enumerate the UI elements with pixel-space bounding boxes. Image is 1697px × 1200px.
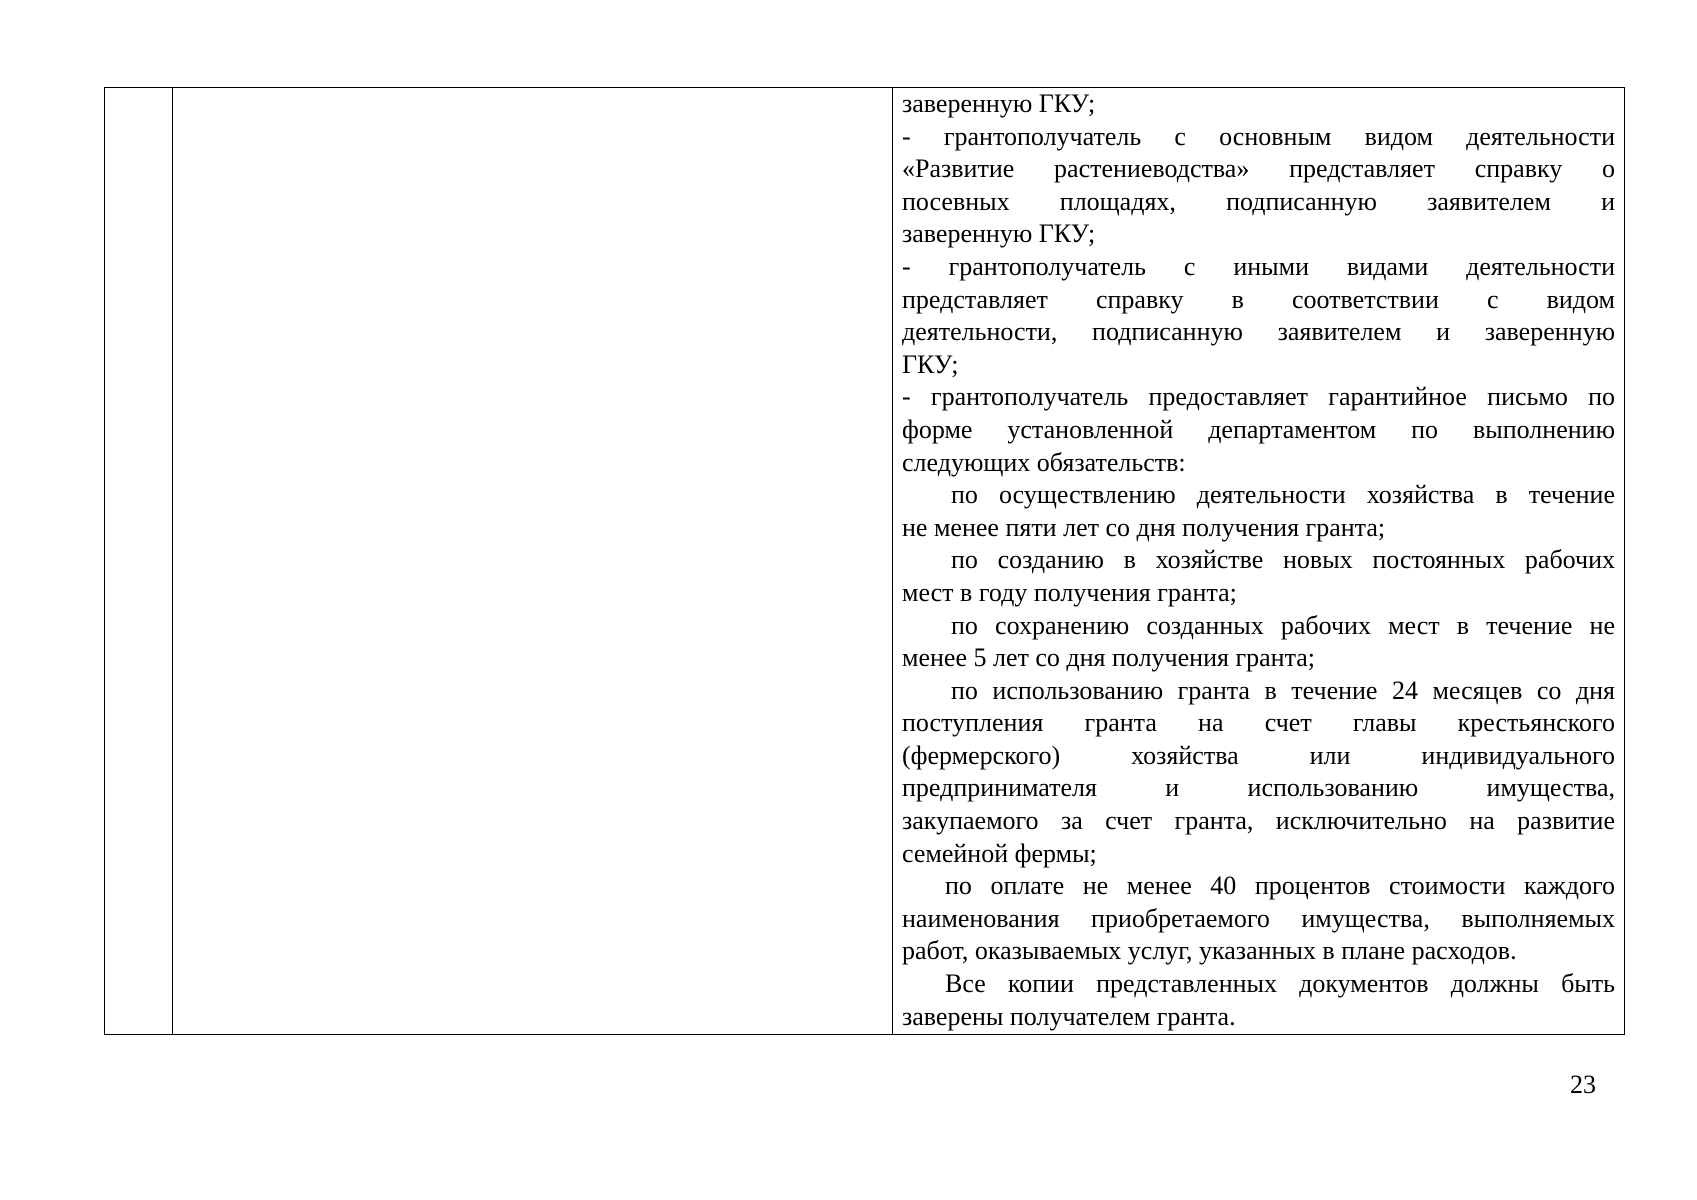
column-divider-2: [892, 88, 893, 1034]
text-line: - грантополучатель с иными видами деятельности: [902, 251, 1615, 281]
text-line: поступления гранта на счет главы крестьянского: [902, 708, 1615, 738]
text-line: представляет справку в соответствии с видом: [902, 284, 1615, 314]
text-line: следующих обязательств:: [902, 447, 1186, 477]
column-divider-1: [172, 88, 173, 1034]
text-line: по сохранению созданных рабочих мест в течение не: [951, 610, 1615, 640]
text-line: семейной фермы;: [902, 838, 1097, 868]
text-line: работ, оказываемых услуг, указанных в плане расходов.: [902, 936, 1517, 966]
text-line: предпринимателя и использованию имущества,: [902, 773, 1615, 803]
text-line: (фермерского) хозяйства или индивидуального: [902, 740, 1615, 770]
text-line: по оплате не менее 40 процентов стоимости каждого: [945, 871, 1615, 901]
text-line: закупаемого за счет гранта, исключительно на развитие: [902, 806, 1615, 836]
text-line: заверенную ГКУ;: [902, 219, 1096, 249]
text-line: - грантополучатель предоставляет гарантийное письмо по: [902, 382, 1615, 412]
text-line: мест в году получения гранта;: [902, 577, 1237, 607]
text-line: менее 5 лет со дня получения гранта;: [902, 643, 1316, 673]
document-table: [104, 87, 1625, 1035]
text-line: «Развитие растениеводства» представляет справку о: [902, 154, 1615, 184]
text-line: - грантополучатель с основным видом деятельности: [902, 121, 1615, 151]
text-line: наименования приобретаемого имущества, выполняемых: [902, 903, 1615, 933]
requirements-text-cell: [902, 88, 1615, 1033]
text-line: Все копии представленных документов должны быть: [945, 969, 1615, 999]
text-line: деятельности, подписанную заявителем и заверенную: [902, 317, 1615, 347]
text-line: посевных площадях, подписанную заявителем и: [902, 186, 1615, 216]
text-line: по осуществлению деятельности хозяйства в течение: [951, 480, 1615, 510]
text-line: по использованию гранта в течение 24 месяцев со дня: [951, 675, 1615, 705]
text-line: заверенную ГКУ;: [902, 89, 1096, 118]
text-line: ГКУ;: [902, 349, 959, 379]
text-line: по созданию в хозяйстве новых постоянных рабочих: [951, 545, 1615, 575]
text-line: не менее пяти лет со дня получения гранта;: [902, 512, 1386, 542]
text-line: форме установленной департаментом по выполнению: [902, 414, 1615, 444]
text-line: заверены получателем гранта.: [902, 1001, 1236, 1031]
page-number: 23: [1570, 1070, 1596, 1099]
